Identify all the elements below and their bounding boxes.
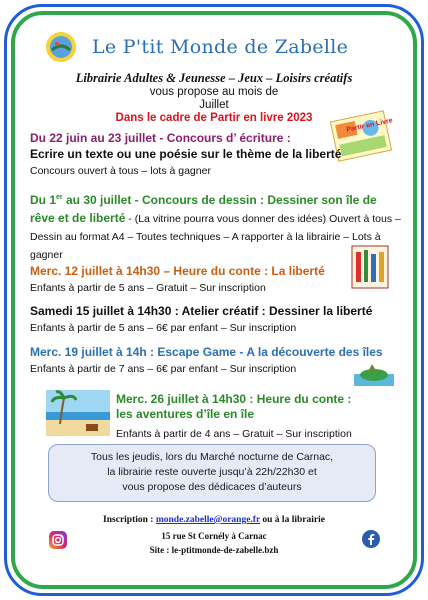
book-cover-text: Partir en Livre [345, 117, 394, 134]
event-details: - (La vitrine pourra vous donner des idées) Ouvert à tous – Dessin au format A4 – Toutes techniques – A rapporter à la librairie – Lots à gagner [30, 213, 401, 261]
island-illustration [354, 360, 394, 386]
event-details: Enfants à partir de 5 ans – Gratuit – Sur inscription [30, 282, 266, 294]
facebook-icon[interactable] [362, 530, 380, 548]
event-details: Enfants à partir de 5 ans – 6€ par enfant – Sur inscription [30, 322, 297, 334]
event-writing-contest [30, 131, 402, 178]
shop-name: Le P'tit Monde de Zabelle [92, 36, 349, 58]
night-market-info-box [48, 444, 376, 502]
event-storytime-islands [116, 392, 400, 441]
event-title-line-2: les aventures d’île en île [116, 407, 255, 421]
shop-subtitle: Librairie Adultes & Jeunesse – Jeux – Loisirs créatifs [75, 71, 353, 85]
event-details: Enfants à partir de 7 ans – 6€ par enfant – Sur inscription [30, 363, 297, 375]
event-title: Samedi 15 juillet à 14h30 : Atelier créatif : Dessiner la liberté [30, 304, 373, 318]
event-details: Concours ouvert à tous – lots à gagner [30, 165, 211, 177]
intro-line-1: vous propose au mois de [149, 86, 279, 98]
info-line-3: vous propose des dédicaces d’auteurs [122, 481, 302, 493]
email-link[interactable]: monde.zabelle@orange.fr [155, 515, 261, 525]
partir-en-livre-line: Dans le cadre de Partir en livre 2023 [115, 112, 313, 124]
event-title-line-1: Merc. 26 juillet à 14h30 : Heure du conte : [116, 392, 352, 406]
intro-line-2: Juillet [199, 99, 229, 111]
event-title: Merc. 12 juillet à 14h30 – Heure du conte : La liberté [30, 264, 325, 278]
inscription-line [0, 515, 428, 525]
event-title-post: au 30 juillet - Concours de dessin : Dessiner son île de rêve et de liberté [30, 193, 377, 225]
event-title-sup: er [56, 194, 63, 201]
event-title-pre: Du 1 [30, 193, 57, 207]
event-escape-game [30, 345, 402, 376]
inscription-label: Inscription : [103, 515, 154, 525]
event-creative-workshop [30, 304, 402, 335]
info-line-2: la librairie reste ouverte jusqu’à 22h/22h30 et [107, 466, 317, 478]
logo-badge [44, 30, 78, 64]
event-drawing-contest [30, 190, 402, 263]
event-storytime-liberte [30, 264, 402, 295]
event-details: Enfants à partir de 4 ans – Gratuit – Sur inscription [116, 428, 352, 440]
website[interactable]: Site : le-ptitmonde-de-zabelle.bzh [149, 545, 279, 555]
instagram-icon[interactable] [49, 531, 67, 549]
event-title: Du 22 juin au 23 juillet - Concours d’ écriture : [30, 131, 291, 145]
event-subtitle: Ecrire un texte ou une poésie sur le thème de la liberté [30, 147, 342, 161]
info-line-1: Tous les jeudis, lors du Marché nocturne de Carnac, [90, 451, 334, 463]
address: 15 rue St Cornély à Carnac [161, 531, 267, 541]
inscription-suffix: ou à la librairie [262, 515, 325, 525]
beach-illustration [46, 390, 110, 436]
event-title: Merc. 19 juillet à 14h : Escape Game - A la découverte des îles [30, 345, 383, 359]
